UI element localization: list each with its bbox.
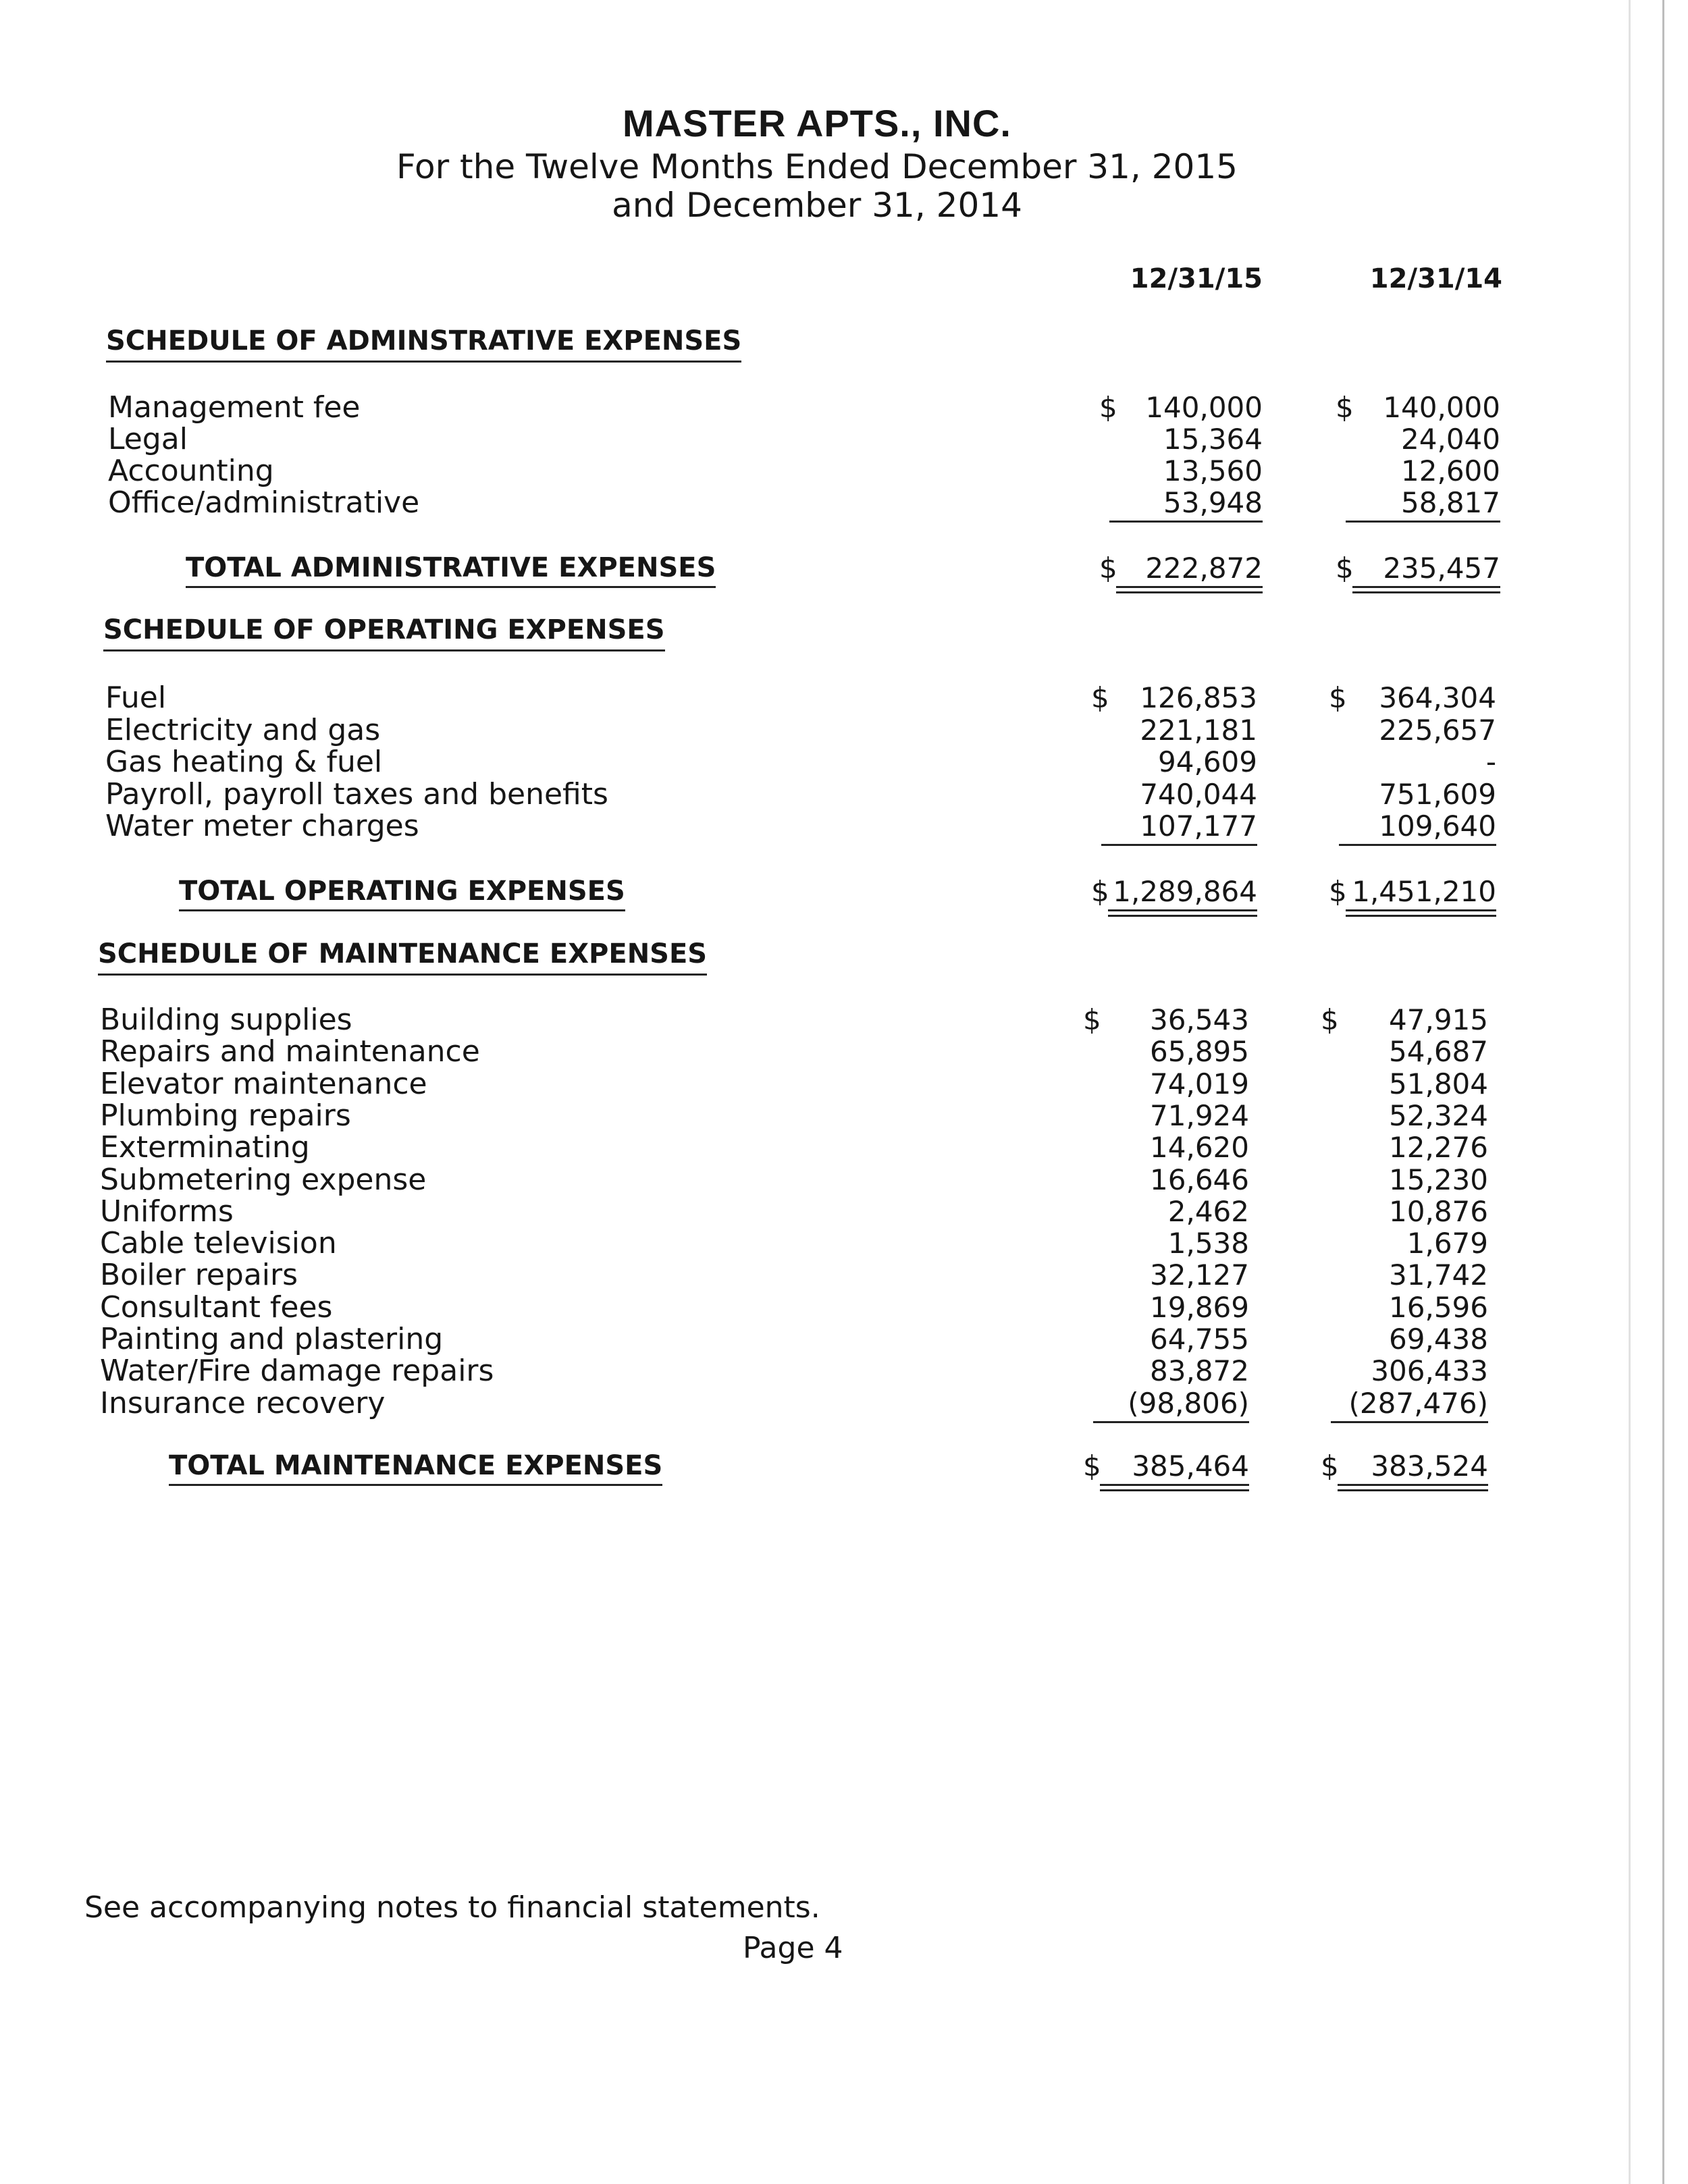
line-item-label: Submetering expense	[100, 1163, 427, 1197]
amount-2014: 12,600	[1401, 454, 1500, 487]
total-double-underline-2014	[1338, 1484, 1488, 1491]
operating-total-2015: 1,289,864	[1113, 875, 1257, 908]
maintenance-total-label: TOTAL MAINTENANCE EXPENSES	[169, 1450, 662, 1486]
amount-2015: 16,646	[1150, 1163, 1249, 1196]
total-dollar-sign-2015: $	[1083, 1449, 1101, 1483]
amount-2014: 10,876	[1389, 1195, 1488, 1228]
line-item-label: Management fee	[108, 390, 361, 425]
total-dollar-sign-2014: $	[1329, 875, 1347, 908]
line-item-label: Water meter charges	[105, 809, 419, 843]
line-item-label: Repairs and maintenance	[100, 1034, 480, 1069]
subtotal-underline-2014	[1339, 844, 1496, 846]
footer-note: See accompanying notes to financial statements.	[84, 1890, 820, 1925]
amount-2014: 140,000	[1383, 391, 1500, 424]
amount-2014: 15,230	[1389, 1163, 1488, 1196]
total-double-underline-2014	[1352, 586, 1500, 593]
line-item-label: Exterminating	[100, 1130, 310, 1165]
amount-2014: 69,438	[1389, 1323, 1488, 1356]
line-item-label: Office/administrative	[108, 485, 420, 520]
amount-2015: 14,620	[1150, 1131, 1249, 1164]
dollar-sign-2014: $	[1321, 1003, 1339, 1036]
amount-2015: 64,755	[1150, 1323, 1249, 1356]
amount-2014: 24,040	[1401, 423, 1500, 456]
line-item-label: Consultant fees	[100, 1290, 333, 1325]
line-item-label: Fuel	[105, 681, 167, 715]
amount-2014: 47,915	[1389, 1003, 1488, 1036]
amount-2015: 71,924	[1150, 1099, 1249, 1132]
amount-2015: 53,948	[1163, 486, 1263, 519]
operating-total-2014: 1,451,210	[1352, 875, 1496, 908]
subtotal-underline-2014	[1346, 521, 1500, 523]
amount-2015: 74,019	[1150, 1067, 1249, 1100]
line-item-label: Legal	[108, 422, 188, 456]
company-name: MASTER APTS., INC.	[623, 102, 1011, 144]
line-item-label: Elevator maintenance	[100, 1067, 427, 1101]
amount-2014: 751,609	[1379, 778, 1496, 811]
amount-2015: 36,543	[1150, 1003, 1249, 1036]
page-number: Page 4	[743, 1931, 843, 1965]
amount-2015: 1,538	[1167, 1227, 1249, 1260]
line-item-label: Payroll, payroll taxes and benefits	[105, 777, 608, 811]
total-dollar-sign-2015: $	[1099, 552, 1117, 585]
line-item-label: Building supplies	[100, 1003, 352, 1037]
maintenance-schedule-title: SCHEDULE OF MAINTENANCE EXPENSES	[98, 938, 707, 976]
amount-2014: (287,476)	[1348, 1387, 1488, 1420]
subtotal-underline-2015	[1109, 521, 1263, 523]
amount-2014: 109,640	[1379, 809, 1496, 843]
subtotal-underline-2014	[1331, 1421, 1488, 1423]
period-line-2: and December 31, 2014	[612, 186, 1022, 225]
amount-2015: 19,869	[1150, 1291, 1249, 1324]
amount-2014: 52,324	[1389, 1099, 1488, 1132]
line-item-label: Gas heating & fuel	[105, 745, 383, 779]
total-double-underline-2015	[1108, 909, 1257, 917]
amount-2015: 126,853	[1140, 681, 1257, 714]
operating-schedule-title: SCHEDULE OF OPERATING EXPENSES	[103, 614, 665, 651]
scan-edge-line	[1662, 0, 1664, 2184]
amount-2014: 306,433	[1371, 1354, 1488, 1387]
amount-2015: 740,044	[1140, 778, 1257, 811]
amount-2014: 225,657	[1379, 714, 1496, 747]
amount-2015: 32,127	[1150, 1258, 1249, 1291]
maintenance-total-2014: 383,524	[1371, 1449, 1488, 1483]
period-line-1: For the Twelve Months Ended December 31, 2015	[396, 147, 1238, 186]
maintenance-total-2015: 385,464	[1132, 1449, 1249, 1483]
amount-2014: 16,596	[1389, 1291, 1488, 1324]
amount-2014: 364,304	[1379, 681, 1496, 714]
scan-edge-line	[1629, 0, 1631, 2184]
dollar-sign-2015: $	[1091, 681, 1109, 714]
subtotal-underline-2015	[1101, 844, 1257, 846]
amount-2015: 65,895	[1150, 1035, 1249, 1068]
amount-2015: 2,462	[1167, 1195, 1249, 1228]
line-item-label: Plumbing repairs	[100, 1098, 351, 1133]
amount-2014: 31,742	[1389, 1258, 1488, 1291]
amount-2015: 83,872	[1150, 1354, 1249, 1387]
line-item-label: Cable television	[100, 1226, 337, 1260]
line-item-label: Electricity and gas	[105, 713, 381, 747]
total-double-underline-2015	[1116, 586, 1263, 593]
line-item-label: Painting and plastering	[100, 1322, 444, 1356]
amount-2014: -	[1485, 745, 1496, 778]
line-item-label: Water/Fire damage repairs	[100, 1354, 494, 1388]
amount-2015: (98,806)	[1128, 1387, 1249, 1420]
amount-2015: 15,364	[1163, 423, 1263, 456]
line-item-label: Uniforms	[100, 1194, 234, 1229]
amount-2015: 107,177	[1140, 809, 1257, 843]
total-double-underline-2014	[1346, 909, 1496, 917]
amount-2015: 94,609	[1158, 745, 1257, 778]
dollar-sign-2015: $	[1083, 1003, 1101, 1036]
amount-2014: 1,679	[1406, 1227, 1488, 1260]
amount-2015: 221,181	[1140, 714, 1257, 747]
total-double-underline-2015	[1100, 1484, 1249, 1491]
amount-2014: 58,817	[1401, 486, 1500, 519]
administrative-total-2015: 222,872	[1145, 552, 1263, 585]
total-dollar-sign-2015: $	[1091, 875, 1109, 908]
administrative-total-label: TOTAL ADMINISTRATIVE EXPENSES	[186, 552, 716, 588]
administrative-schedule-title: SCHEDULE OF ADMINSTRATIVE EXPENSES	[106, 325, 741, 363]
amount-2014: 51,804	[1389, 1067, 1488, 1100]
total-dollar-sign-2014: $	[1321, 1449, 1339, 1483]
line-item-label: Insurance recovery	[100, 1386, 386, 1420]
column-header-2015: 12/31/15	[1130, 263, 1263, 294]
amount-2014: 12,276	[1389, 1131, 1488, 1164]
dollar-sign-2014: $	[1336, 391, 1354, 424]
column-header-2014: 12/31/14	[1369, 263, 1502, 294]
amount-2014: 54,687	[1389, 1035, 1488, 1068]
subtotal-underline-2015	[1093, 1421, 1249, 1423]
administrative-total-2014: 235,457	[1383, 552, 1500, 585]
amount-2015: 140,000	[1145, 391, 1263, 424]
operating-total-label: TOTAL OPERATING EXPENSES	[179, 876, 625, 911]
total-dollar-sign-2014: $	[1336, 552, 1354, 585]
line-item-label: Accounting	[108, 454, 274, 488]
line-item-label: Boiler repairs	[100, 1258, 298, 1292]
dollar-sign-2015: $	[1099, 391, 1117, 424]
amount-2015: 13,560	[1163, 454, 1263, 487]
dollar-sign-2014: $	[1329, 681, 1347, 714]
